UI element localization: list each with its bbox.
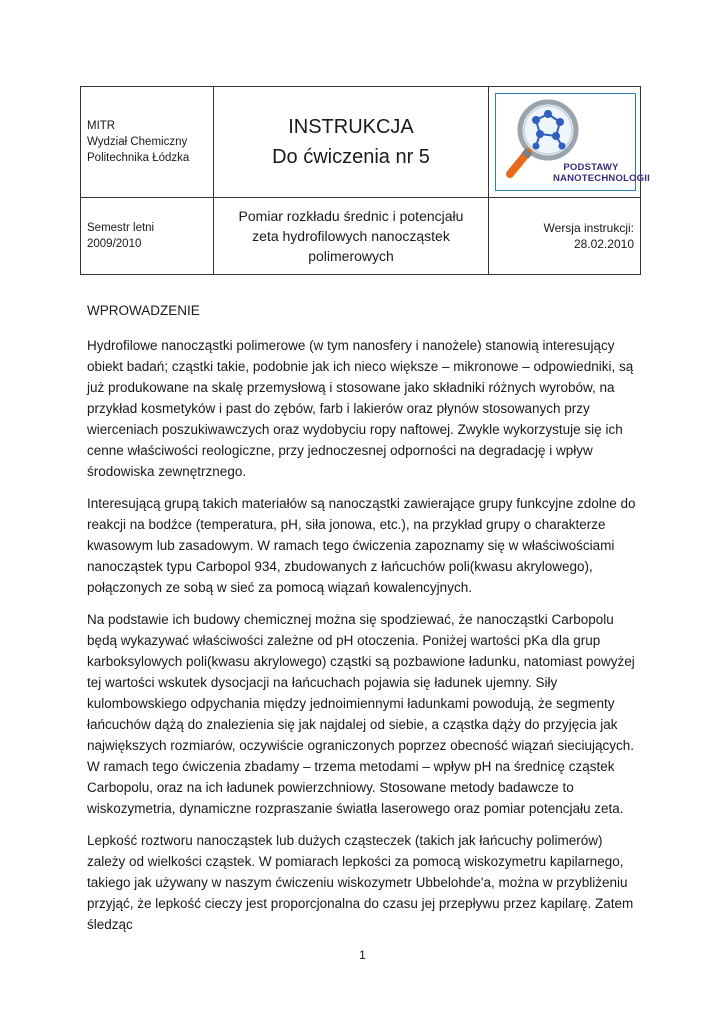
paragraph: Interesującą grupą takich materiałów są nanocząstki zawierające grupy funkcyjne zdolne do reakcji na bodźce (temperatura, pH, siła jonowa, etc.), na przykład grupy o charakterze kwasowym lub zasadowym. W ramach tego ćwiczenia zapoznamy się w właściwościami nanocząstek typu Carbopol 934, zbudowanych z łańcuchów poli(kwasu akrylowego), połączonych ze sobą w sieć za pomocą wiązań kowalencyjnych. [87, 496, 636, 595]
semester-line: 2009/2010 [87, 238, 142, 250]
logo-text [553, 162, 650, 184]
logo-text-line: NANOTECHNOLOGII [553, 173, 650, 184]
topic-line: zeta hydrofilowych nanocząstek [252, 228, 450, 244]
institution-line: Wydział Chemiczny [87, 136, 188, 148]
title-cell [214, 87, 489, 198]
topic-cell [214, 198, 489, 275]
course-logo [495, 93, 650, 191]
semester-line: Semestr letni [87, 222, 155, 234]
version-label: Wersja instrukcji: [543, 221, 634, 235]
paragraph: Hydrofilowe nanocząstki polimerowe (w tym nanosfery i nanożele) stanowią interesujący obiekt badań; cząstki takie, podobnie jak ich nieco większe – mikronowe – odpowiedniki, są już produkowane na skalę przemysłową i stosowane jako składniki różnych wyrobów, na przykład kosmetyków i past do zębów, farb i lakierów oraz płynów stosowanych przy wierceniach poszukiwawczych oraz wydobyciu ropy naftowej. Zwykle wykorzystuje się ich cenne właściwości reologiczne, przy jednoczesnej odporności na degradację i wpływ środowiska zewnętrznego. [87, 338, 634, 479]
version-cell [489, 198, 641, 275]
doc-title: INSTRUKCJA [288, 116, 414, 138]
section-title: WPROWADZENIE [87, 303, 200, 318]
doc-subtitle: Do ćwiczenia nr 5 [272, 146, 430, 168]
version-date: 28.02.2010 [573, 237, 634, 251]
topic-line: polimerowych [308, 248, 394, 264]
page-number: 1 [359, 948, 366, 962]
topic-line: Pomiar rozkładu średnic i potencjału [238, 208, 464, 224]
header-table [80, 86, 650, 275]
paragraph: Na podstawie ich budowy chemicznej można się spodziewać, że nanocząstki Carbopolu będą wykazywać właściwości zależne od pH otoczenia. Poniżej wartości pKa dla grup karboksylowych poli(kwasu akrylowego) cząstki są pozbawione ładunku, natomiast powyżej tej wartości wskutek dysocjacji na łańcuchach pojawia się ładunek ujemny. Siły kulombowskiego odpychania między jednoimiennymi ładunkami powodują, że segmenty łańcuchów dążą do znalezienia się jak najdalej od siebie, a cząstka dąży do przyjęcia jak największych rozmiarów, oczywiście ograniczonych poprzez obecność wiązań sieciujących. W ramach tego ćwiczenia zbadamy – trzema metodami – wpływ pH na średnicę cząstek Carbopolu, oraz na ich ładunek powierzchniowy. Stosowane metody badawcze to wiskozymetria, dynamiczne rozpraszanie światła laserowego oraz pomiar potencjału zeta. [87, 612, 635, 816]
logo-cell [489, 87, 650, 198]
institution-line: Politechnika Łódzka [87, 152, 190, 164]
institution-cell [81, 87, 214, 198]
paragraph: Lepkość roztworu nanocząstek lub dużych cząsteczek (takich jak łańcuchy polimerów) zależy od wielkości cząstek. W pomiarach lepkości za pomocą wiskozymetru kapilarnego, takiego jak używany w naszym ćwiczeniu wiskozymetr Ubbelohde'a, można w przybliżeniu przyjąć, że lepkość cieczy jest proporcjonalna do czasu jej przepływu przez kapilarę. Zatem śledząc [87, 833, 634, 932]
institution-line: MITR [87, 120, 116, 132]
document-body [87, 300, 639, 946]
semester-cell [81, 198, 214, 275]
logo-text-line: PODSTAWY [563, 162, 619, 173]
